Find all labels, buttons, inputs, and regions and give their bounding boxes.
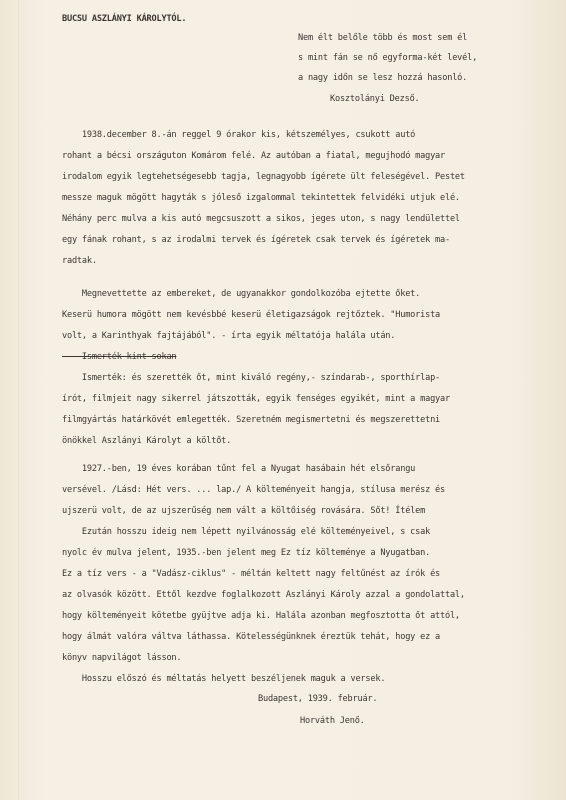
body-line: hogy költeményeit kötetbe gyüjtve adja ki. Halála azonban megfosztotta őt attól, [62, 611, 460, 621]
epigraph-attribution: Kosztolányi Dezső. [330, 94, 420, 104]
body-line: hogy álmát valóra váltva láthassa. Kötelességünknek éreztük tehát, hogy ez a [62, 632, 441, 642]
body-line: filmgyártás határkövét emlegették. Szeretném megismertetni és megszerettetni [62, 415, 441, 425]
epigraph-line: a nagy időn se lesz hozzá hasonló. [298, 73, 468, 83]
body-line: könyv napvilágot lásson. [62, 653, 182, 663]
body-line: egy fának rohant, s az irodalmi tervek és ígéretek csak tervek és ígéretek ma- [62, 235, 450, 245]
body-line: 1938.december 8.-án reggel 9 órakor kis, kétszemélyes, csukott autó [62, 130, 416, 140]
page-edge [18, 0, 19, 800]
body-line: Hosszu előszó és méltatás helyett beszéljenek maguk a versek. [62, 674, 386, 684]
epigraph-line: s mint fán se nő egyforma-két levél, [298, 53, 478, 63]
body-line: Keserü humora mögött nem kevésbbé keserü életigazságok rejtőztek. "Humorista [62, 310, 441, 320]
body-line: Ismerték: és szerették őt, mint kiváló regény,- színdarab-, sporthírlap- [62, 373, 441, 383]
author-signature: Horváth Jenő. [300, 716, 365, 726]
body-line: irodalom egyik legtehetségesebb tagja, legnagyobb ígérete ült feleségével. Pestet [62, 172, 465, 182]
body-line: volt, a Karinthyak fajtájából". - írta egyik méltatója halála után. [62, 331, 396, 341]
body-line: messze maguk mögött hagyták s jóleső izgalommal tekintettek felvidéki utjuk elé. [62, 193, 460, 203]
place-date: Budapest, 1939. február. [258, 694, 378, 704]
body-line: rohant a bécsi országuton Komárom felé. Az autóban a fiatal, megujhodó magyar [62, 151, 445, 161]
body-line: ujszerü volt, de az ujszerűség nem vált a költőiség rovására. Sőt! Ítélem [62, 506, 426, 516]
body-line: 1927.-ben, 19 éves korában tűnt fel a Nyugat hasábain hét elsőrangu [62, 464, 416, 474]
body-line: nyolc év mulva jelent, 1935.-ben jelent meg Ez tíz költeménye a Nyugatban. [62, 548, 431, 558]
body-line: versével. /Lásd: Hét vers. ... lap./ A költeményeit hangja, stílusa merész és [62, 485, 445, 495]
body-line: írót, filmjeit nagy sikerrel játszották, egyik fenséges egyikét, mint a magyar [62, 394, 450, 404]
body-line: radtak. [62, 256, 97, 266]
struck-line: Ismerték kint sokan [62, 352, 177, 362]
body-line: az olvasók között. Ettől kezdve foglalkozott Aszlányi Károly azzal a gondolattal, [62, 590, 465, 600]
document-title: BUCSU ASZLÁNYI KÁROLYTÓL. [62, 14, 187, 24]
body-line: önökkel Aszlányi Károlyt a költőt. [62, 436, 232, 446]
body-line: Megnevettette az embereket, de ugyanakkor gondolkozóba ejtette őket. [62, 289, 421, 299]
body-line: Ezután hosszu ideig nem lépett nyilvánosság elé költeményeivel, s csak [62, 527, 431, 537]
body-line: Néhány perc mulva a kis autó megcsuszott a sikos, jeges uton, s nagy lendülettel [62, 214, 460, 224]
epigraph-line: Nem élt belőle több és most sem él [298, 33, 468, 43]
body-line: Ez a tíz vers - a "Vadász-ciklus" - méltán keltett nagy feltűnést az írók és [62, 569, 441, 579]
